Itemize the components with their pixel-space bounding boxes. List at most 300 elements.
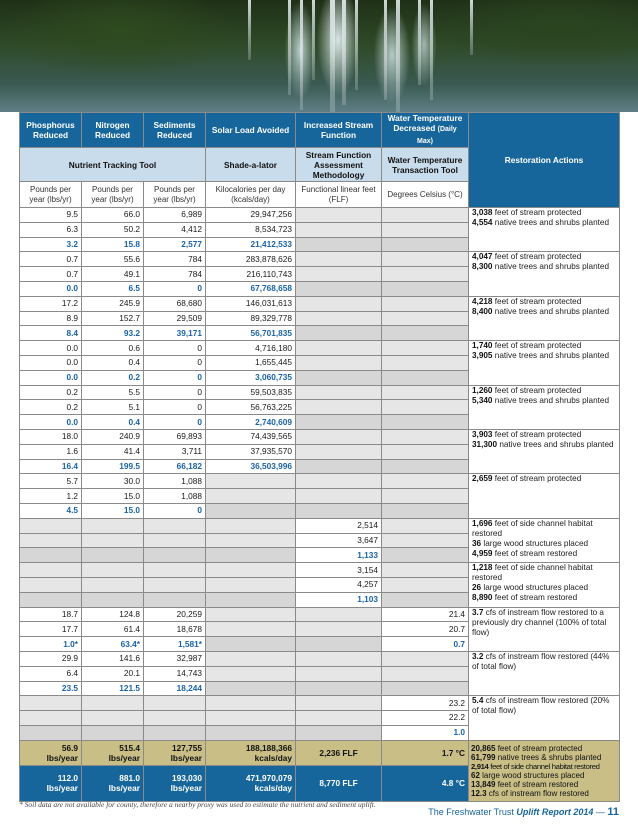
cell-sediments: 29,509 [144,311,206,326]
col-water-temp-note: (Daily Max) [417,126,457,145]
cell-stream-function [296,400,382,415]
restoration-action-number: 1,260 [472,385,493,395]
cell-water-temp [382,311,469,326]
restoration-action-text: cfs of instream flow restored (20% of total flow) [472,696,610,716]
cell-nitrogen: 199.5 [82,459,144,474]
cell-nitrogen: 5.1 [82,400,144,415]
totals-row-a [20,740,620,765]
total-ra-text: large wood structures placed [479,770,585,780]
cell-stream-function [296,725,382,740]
restoration-action-line [472,341,616,351]
restoration-actions-cell [469,296,620,340]
cell-nitrogen: 15.0 [82,489,144,504]
table-row [20,208,620,223]
total-b-solar-value: 471,970,079 [245,773,292,784]
cell-phosphorus [20,563,82,578]
total-b-phosphorus [20,765,82,801]
total-restoration-actions [469,740,620,801]
total-ra-line [471,789,617,798]
cell-phosphorus: 1.2 [20,489,82,504]
col-phosphorus: Phosphorus Reduced [20,113,82,148]
restoration-action-text: cfs of instream flow restored (44% of total flow) [472,651,610,671]
cell-solar: 36,503,996 [206,459,296,474]
cell-stream-function [296,637,382,652]
col-sediments: Sediments Reduced [144,113,206,148]
restoration-actions-cell [469,518,620,562]
cell-phosphorus [20,725,82,740]
restoration-action-number: 4,959 [472,548,493,558]
cell-stream-function [296,370,382,385]
restoration-action-text: feet of stream protected [492,296,582,306]
cell-nitrogen: 63.4* [82,637,144,652]
restoration-action-line [472,297,616,307]
cell-nitrogen: 121.5 [82,681,144,696]
page-separator: — [593,807,608,817]
restoration-action-line [472,563,616,583]
cell-nitrogen: 50.2 [82,222,144,237]
cell-phosphorus: 16.4 [20,459,82,474]
total-a-sediments-unit: lbs/year [170,752,202,763]
restoration-action-line [472,539,616,549]
cell-stream-function [296,651,382,666]
restoration-action-line [472,519,616,539]
cell-sediments: 0 [144,400,206,415]
total-a-degrees: 1.7 °C [382,740,469,765]
total-b-sediments-unit: lbs/year [170,783,202,794]
cell-solar [206,563,296,578]
cell-water-temp: 23.2 [382,696,469,711]
restoration-action-line [472,549,616,559]
cell-sediments: 2,577 [144,237,206,252]
restoration-action-number: 4,218 [472,296,493,306]
total-ra-number: 20,865 [471,743,496,753]
cell-sediments: 784 [144,267,206,282]
page-footer [428,806,619,818]
total-a-solar-unit: kcals/day [254,752,292,763]
cell-nitrogen [82,725,144,740]
cell-phosphorus: 0.2 [20,385,82,400]
cell-water-temp [382,474,469,489]
restoration-action-number: 3,903 [472,429,493,439]
restoration-actions-cell [469,385,620,429]
cell-solar: 56,763,225 [206,400,296,415]
cell-water-temp [382,415,469,430]
cell-water-temp [382,341,469,356]
cell-sediments: 20,259 [144,607,206,622]
cell-phosphorus: 0.2 [20,400,82,415]
restoration-action-line [472,386,616,396]
cell-stream-function [296,459,382,474]
cell-nitrogen: 0.2 [82,370,144,385]
cell-stream-function [296,326,382,341]
cell-phosphorus [20,577,82,592]
cell-nitrogen: 240.9 [82,429,144,444]
restoration-actions-cell [469,563,620,607]
total-a-phosphorus-value: 56.9 [61,742,78,753]
restoration-action-text: native trees and shrubs planted [492,262,610,272]
cell-stream-function [296,696,382,711]
total-b-sediments [144,765,206,801]
cell-phosphorus: 18.7 [20,607,82,622]
cell-nitrogen [82,696,144,711]
restoration-action-line [472,583,616,593]
cell-solar [206,622,296,637]
cell-solar: 3,060,735 [206,370,296,385]
cell-phosphorus [20,592,82,607]
cell-phosphorus: 0.0 [20,341,82,356]
cell-phosphorus: 1.0* [20,637,82,652]
table-body [20,208,620,741]
cell-solar [206,533,296,548]
total-b-phosphorus-value: 112.0 [57,773,78,784]
cell-phosphorus: 8.9 [20,311,82,326]
restoration-action-text: feet of stream restored [492,593,578,603]
uplift-table [19,112,620,802]
cell-stream-function [296,415,382,430]
cell-stream-function [296,711,382,726]
header-row [20,113,620,148]
restoration-action-number: 5.4 [472,696,484,706]
totals-body [20,740,620,801]
cell-solar [206,503,296,518]
total-a-nitrogen [82,740,144,765]
cell-phosphorus: 3.2 [20,237,82,252]
total-b-solar [206,765,296,801]
cell-solar: 67,768,658 [206,281,296,296]
cell-solar [206,548,296,563]
cell-stream-function: 2,514 [296,518,382,533]
restoration-action-text: native trees and shrubs planted [497,439,614,449]
total-ra-text: native trees & shrubs planted [495,752,602,762]
cell-nitrogen: 245.9 [82,296,144,311]
cell-sediments [144,563,206,578]
cell-phosphorus: 0.7 [20,252,82,267]
cell-sediments: 6,989 [144,208,206,223]
total-ra-line [471,744,617,753]
cell-nitrogen: 61.4 [82,622,144,637]
restoration-actions-cell [469,252,620,296]
unit-phosphorus: Pounds per year (lbs/yr) [20,182,82,208]
brand-name: The Freshwater Trust [428,807,517,817]
cell-nitrogen [82,577,144,592]
cell-nitrogen [82,592,144,607]
restoration-action-text: native trees and shrubs planted [492,395,610,405]
cell-nitrogen: 6.5 [82,281,144,296]
waterfall-photo [0,0,638,112]
cell-sediments: 784 [144,252,206,267]
restoration-action-number: 1,740 [472,341,493,351]
cell-solar: 4,716,180 [206,341,296,356]
total-b-solar-unit: kcals/day [254,783,292,794]
cell-solar [206,518,296,533]
unit-flf: Functional linear feet (FLF) [296,182,382,208]
cell-sediments: 0 [144,415,206,430]
restoration-actions-cell [469,208,620,252]
restoration-action-number: 1,696 [472,518,493,528]
total-a-phosphorus [20,740,82,765]
restoration-actions-cell [469,651,620,695]
unit-sediments: Pounds per year (lbs/yr) [144,182,206,208]
col-restoration-actions: Restoration Actions [469,113,620,208]
cell-nitrogen: 152.7 [82,311,144,326]
restoration-action-text: large wood structures placed [481,583,589,593]
cell-phosphorus: 6.3 [20,222,82,237]
cell-sediments [144,518,206,533]
cell-nitrogen [82,563,144,578]
cell-water-temp: 20.7 [382,622,469,637]
restoration-action-number: 8,400 [472,306,493,316]
cell-stream-function [296,607,382,622]
restoration-action-text: feet of stream protected [492,429,582,439]
cell-phosphorus [20,696,82,711]
cell-solar: 283,878,626 [206,252,296,267]
cell-nitrogen: 66.0 [82,208,144,223]
cell-nitrogen: 20.1 [82,666,144,681]
table-row [20,429,620,444]
total-ra-line [471,762,617,771]
cell-stream-function [296,474,382,489]
restoration-action-number: 5,340 [472,395,493,405]
cell-stream-function [296,444,382,459]
cell-phosphorus: 5.7 [20,474,82,489]
total-ra-number: 13,849 [471,779,496,789]
total-ra-line [471,753,617,762]
restoration-action-number: 8,890 [472,593,493,603]
restoration-action-text: large wood structures placed [481,538,589,548]
cell-sediments: 39,171 [144,326,206,341]
cell-water-temp [382,444,469,459]
table-row [20,385,620,400]
cell-solar: 37,935,570 [206,444,296,459]
table-row [20,341,620,356]
cell-water-temp [382,385,469,400]
restoration-action-number: 3.2 [472,651,484,661]
cell-stream-function [296,237,382,252]
cell-water-temp [382,370,469,385]
unit-degrees: Degrees Celsius (°C) [382,182,469,208]
restoration-actions-cell [469,341,620,385]
cell-sediments: 14,743 [144,666,206,681]
cell-sediments: 0 [144,503,206,518]
cell-stream-function [296,355,382,370]
cell-sediments: 66,182 [144,459,206,474]
restoration-action-line [472,696,616,716]
restoration-action-line [472,430,616,440]
cell-nitrogen: 15.0 [82,503,144,518]
cell-solar [206,681,296,696]
cell-phosphorus: 0.0 [20,355,82,370]
col-nitrogen: Nitrogen Reduced [82,113,144,148]
cell-water-temp [382,666,469,681]
total-a-sediments-value: 127,755 [172,742,202,753]
total-ra-line [471,780,617,789]
cell-phosphorus [20,711,82,726]
cell-stream-function [296,489,382,504]
cell-water-temp [382,208,469,223]
cell-sediments: 0 [144,281,206,296]
restoration-action-text: feet of side channel habitat restored [472,563,593,583]
total-ra-text: feet of stream protected [495,743,583,753]
cell-water-temp [382,681,469,696]
cell-nitrogen: 0.6 [82,341,144,356]
cell-nitrogen: 55.6 [82,252,144,267]
restoration-action-line [472,351,616,361]
total-ra-number: 61,799 [471,752,496,762]
cell-stream-function [296,267,382,282]
tool-nutrient: Nutrient Tracking Tool [20,148,206,182]
page-number: 11 [607,806,619,818]
total-b-nitrogen-unit: lbs/year [108,783,140,794]
cell-nitrogen: 15.8 [82,237,144,252]
restoration-action-number: 4,047 [472,252,493,262]
cell-nitrogen: 124.8 [82,607,144,622]
cell-nitrogen [82,533,144,548]
col-stream-function: Increased Stream Function [296,113,382,148]
cell-stream-function: 4,257 [296,577,382,592]
unit-solar: Kilocalories per day (kcals/day) [206,182,296,208]
cell-stream-function [296,429,382,444]
total-ra-number: 62 [471,770,480,780]
cell-sediments: 4,412 [144,222,206,237]
restoration-action-text: native trees and shrubs planted [492,218,610,227]
cell-water-temp [382,326,469,341]
cell-phosphorus: 23.5 [20,681,82,696]
cell-sediments [144,711,206,726]
cell-water-temp [382,503,469,518]
cell-water-temp [382,563,469,578]
restoration-action-number: 3.7 [472,607,484,617]
cell-phosphorus: 17.2 [20,296,82,311]
cell-sediments: 0 [144,341,206,356]
restoration-action-text: native trees and shrubs planted [492,306,610,316]
restoration-actions-cell [469,429,620,473]
tool-sfam: Stream Function Assessment Methodology [296,148,382,182]
cell-sediments [144,696,206,711]
restoration-action-line [472,208,616,218]
restoration-action-number: 3,905 [472,351,493,361]
restoration-action-line [472,252,616,262]
report-title: Uplift Report 2014 [516,807,594,817]
cell-solar [206,577,296,592]
total-a-solar [206,740,296,765]
total-ra-number: 12.3 [471,788,487,798]
cell-sediments: 3,711 [144,444,206,459]
cell-solar [206,651,296,666]
cell-phosphorus: 0.7 [20,267,82,282]
cell-phosphorus: 0.0 [20,281,82,296]
cell-stream-function [296,208,382,223]
restoration-action-line [472,474,616,484]
total-ra-number: 2,914 [471,761,489,771]
restoration-action-number: 1,218 [472,563,493,573]
cell-water-temp [382,459,469,474]
cell-nitrogen [82,711,144,726]
restoration-actions-cell [469,696,620,740]
total-b-flf: 8,770 FLF [296,765,382,801]
restoration-action-line [472,440,616,450]
cell-phosphorus: 4.5 [20,503,82,518]
cell-phosphorus: 18.0 [20,429,82,444]
cell-phosphorus [20,518,82,533]
cell-solar: 8,534,723 [206,222,296,237]
restoration-action-text: feet of stream restored [492,548,578,558]
restoration-action-line [472,396,616,406]
cell-nitrogen [82,518,144,533]
restoration-action-line [472,262,616,272]
table-row [20,296,620,311]
cell-solar: 29,947,256 [206,208,296,223]
table-row [20,518,620,533]
cell-stream-function [296,503,382,518]
restoration-action-text: feet of side channel habitat restored [472,518,593,538]
cell-stream-function [296,341,382,356]
cell-sediments: 32,987 [144,651,206,666]
restoration-action-text: feet of stream protected [492,385,582,395]
unit-nitrogen: Pounds per year (lbs/yr) [82,182,144,208]
tool-wtt: Water Temperature Transaction Tool [382,148,469,182]
total-ra-line [471,771,617,780]
restoration-action-text: native trees and shrubs planted [492,351,610,361]
cell-solar: 2,740,609 [206,415,296,430]
cell-phosphorus: 1.6 [20,444,82,459]
cell-water-temp [382,651,469,666]
restoration-action-text: feet of stream protected [492,208,582,217]
cell-sediments: 69,893 [144,429,206,444]
cell-water-temp: 1.0 [382,725,469,740]
footnote: * Soil data are not available for county, therefore a nearby proxy was used to estimate the nutrient and sediment uplift. [19,800,376,809]
cell-nitrogen: 30.0 [82,474,144,489]
cell-solar [206,607,296,622]
total-ra-text: feet of side channel habitat restored [488,761,600,771]
cell-solar [206,474,296,489]
restoration-action-text: feet of stream protected [492,252,582,262]
cell-solar [206,696,296,711]
cell-stream-function [296,311,382,326]
restoration-action-text: feet of stream protected [492,474,582,484]
restoration-action-number: 3,038 [472,208,493,217]
cell-solar: 56,701,835 [206,326,296,341]
total-a-flf: 2,236 FLF [296,740,382,765]
cell-solar [206,592,296,607]
cell-sediments: 68,680 [144,296,206,311]
cell-water-temp [382,577,469,592]
cell-solar [206,725,296,740]
cell-water-temp [382,592,469,607]
cell-nitrogen: 93.2 [82,326,144,341]
cell-stream-function: 3,154 [296,563,382,578]
cell-phosphorus: 17.7 [20,622,82,637]
restoration-action-line [472,307,616,317]
cell-nitrogen: 0.4 [82,415,144,430]
cell-phosphorus: 0.0 [20,370,82,385]
cell-water-temp [382,429,469,444]
cell-water-temp [382,533,469,548]
cell-stream-function [296,385,382,400]
cell-stream-function [296,222,382,237]
total-b-nitrogen-value: 881.0 [119,773,140,784]
cell-solar: 21,412,533 [206,237,296,252]
cell-sediments [144,592,206,607]
cell-stream-function: 1,133 [296,548,382,563]
table-row [20,563,620,578]
cell-sediments: 0 [144,370,206,385]
cell-nitrogen: 0.4 [82,355,144,370]
tool-shade: Shade-a-lator [206,148,296,182]
cell-solar: 146,031,613 [206,296,296,311]
cell-water-temp [382,252,469,267]
cell-solar: 59,503,835 [206,385,296,400]
cell-sediments: 1,581* [144,637,206,652]
